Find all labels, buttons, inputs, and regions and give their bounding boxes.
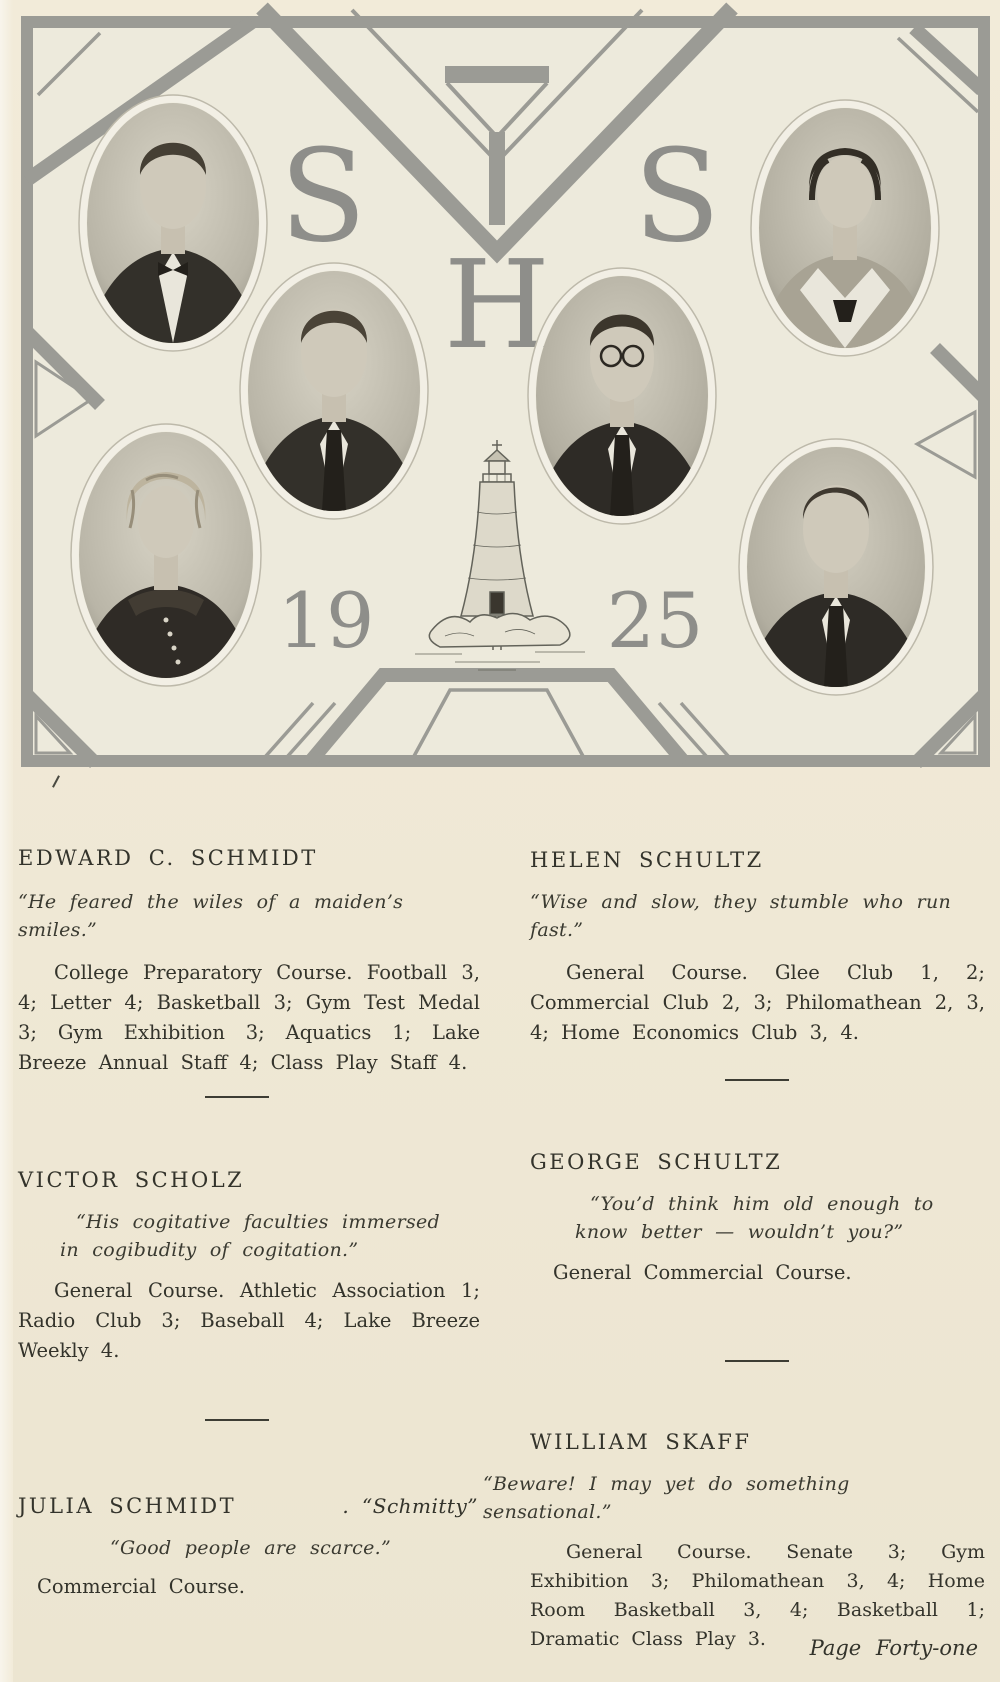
- entry-victor-scholz: [18, 1168, 480, 1366]
- student-details: General Commercial Course.: [553, 1261, 852, 1284]
- student-nickname: . “Schmitty”: [342, 1494, 478, 1518]
- portrait-victor-scholz: [240, 263, 428, 519]
- entry-helen-schultz: [530, 848, 985, 1048]
- student-name: EDWARD C. SCHMIDT: [18, 846, 318, 870]
- portrait-william-skaff: [739, 439, 933, 695]
- student-quote: [530, 1190, 985, 1246]
- portrait-edward-schmidt: [79, 95, 267, 351]
- quote-line: “You’d think him old enough to: [590, 1193, 934, 1215]
- quote-line: in cogibudity of cogitation.”: [60, 1239, 359, 1261]
- student-quote: “Beware! I may yet do something sensational.”: [483, 1473, 850, 1523]
- page-number: Page Forty-one: [809, 1636, 978, 1660]
- year-25: 25: [606, 576, 704, 665]
- student-quote: “Good people are scarce.”: [110, 1537, 391, 1559]
- decorative-panel: [0, 0, 1000, 775]
- student-quote: “Wise and slow, they stumble who run fast.”: [530, 891, 952, 941]
- letter-s-right: S: [633, 122, 721, 270]
- student-name: WILLIAM SKAFF: [530, 1430, 752, 1454]
- student-details: General Course. Senate 3; Gym Exhibition 3; Philomathean 3, 4; Home Room Basketball 3, 4; Basketball 1; Dramatic Class Play 3.: [530, 1541, 985, 1650]
- entry-edward-schmidt: [18, 846, 480, 1078]
- student-quote: “He feared the wiles of a maiden’s smiles.”: [18, 891, 404, 941]
- section-divider: [725, 1079, 789, 1081]
- student-name: VICTOR SCHOLZ: [18, 1168, 245, 1192]
- portrait-george-schultz: [528, 268, 716, 524]
- student-name: [18, 1494, 480, 1518]
- section-divider: [205, 1419, 269, 1421]
- quote-line: “His cogitative faculties immersed: [76, 1211, 441, 1233]
- portrait-julia-schmidt: [71, 424, 261, 686]
- letter-s-left: S: [279, 122, 367, 270]
- section-divider: [205, 1096, 269, 1098]
- student-details: General Course. Glee Club 1, 2; Commercial Club 2, 3; Philomathean 2, 3, 4; Home Economics Club 3, 4.: [530, 961, 985, 1044]
- entry-william-skaff: [483, 1430, 985, 1654]
- quote-line: know better — wouldn’t you?”: [575, 1221, 904, 1243]
- entry-george-schultz: [530, 1150, 985, 1288]
- panel-art: [0, 0, 1000, 775]
- portrait-helen-schultz: [751, 100, 939, 356]
- student-name: HELEN SCHULTZ: [530, 848, 764, 872]
- section-divider: [725, 1360, 789, 1362]
- student-name-text: JULIA SCHMIDT: [18, 1494, 237, 1518]
- stray-ink-mark: [52, 775, 60, 787]
- student-details: College Preparatory Course. Football 3, 4; Letter 4; Basketball 3; Gym Test Medal 3; Gym Exhibition 3; Aquatics 1; Lake Breeze Annual Staff 4; Class Play Staff 4.: [18, 961, 480, 1074]
- student-quote: [18, 1208, 480, 1264]
- entry-julia-schmidt: [18, 1494, 480, 1602]
- letter-h: H: [443, 234, 551, 376]
- student-details: General Course. Athletic Association 1; Radio Club 3; Baseball 4; Lake Breeze Weekly 4.: [18, 1279, 480, 1362]
- student-name: GEORGE SCHULTZ: [530, 1150, 783, 1174]
- year-19: 19: [277, 576, 375, 665]
- student-details: Commercial Course.: [37, 1575, 246, 1598]
